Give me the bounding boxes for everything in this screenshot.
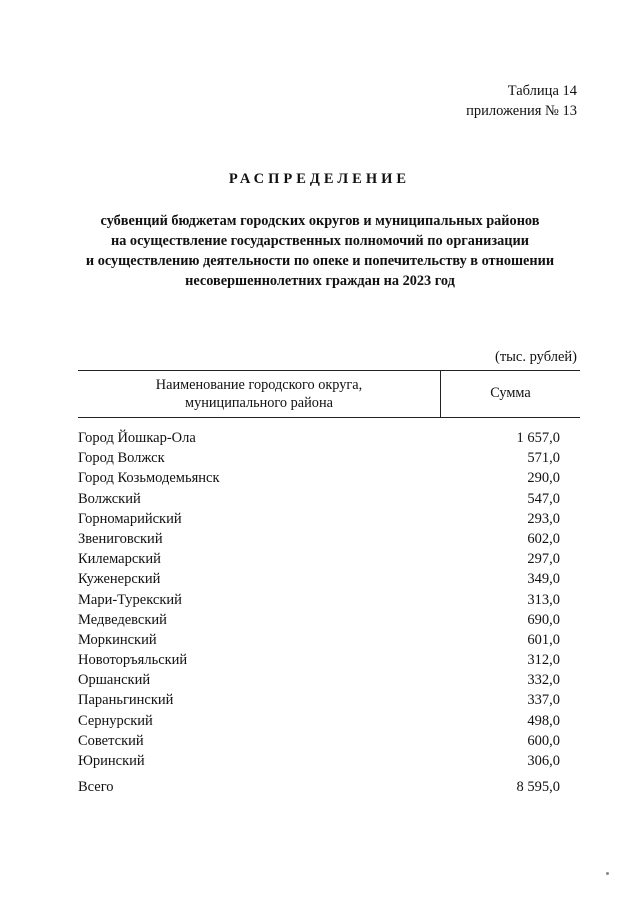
row-name: Советский <box>78 732 144 749</box>
row-value: 290,0 <box>527 470 560 487</box>
row-value: 601,0 <box>527 631 560 648</box>
column-header-name <box>78 376 440 412</box>
subtitle-line: и осуществлению деятельности по опеке и попечительству в отношении <box>85 253 555 269</box>
table-row <box>78 569 560 589</box>
row-value: 571,0 <box>527 450 560 467</box>
row-value: 547,0 <box>527 490 560 507</box>
row-name: Параньгинский <box>78 692 174 709</box>
row-name: Горномарийский <box>78 510 182 527</box>
row-name: Сернурский <box>78 712 153 729</box>
row-name: Город Козьмодемьянск <box>78 470 220 487</box>
table-number-label: Таблица 14 <box>507 83 577 99</box>
row-value: 297,0 <box>527 551 560 568</box>
row-value: 498,0 <box>527 712 560 729</box>
table-row <box>78 610 560 630</box>
subtitle-line: субвенций бюджетам городских округов и муниципальных районов <box>100 213 540 229</box>
total-value: 8 595,0 <box>516 779 560 795</box>
table-row <box>78 650 560 670</box>
table-row <box>78 731 560 751</box>
table-row <box>78 590 560 610</box>
row-value: 1 657,0 <box>516 430 560 446</box>
row-name: Медведевский <box>78 611 167 628</box>
row-value: 600,0 <box>527 732 560 749</box>
table-row <box>78 549 560 569</box>
total-row <box>78 779 560 796</box>
row-value: 349,0 <box>527 571 560 588</box>
row-name: Мари-Турекский <box>78 591 182 608</box>
row-name: Город Йошкар-Ола <box>78 430 196 446</box>
row-name: Волжский <box>78 490 141 507</box>
row-name: Моркинский <box>78 631 157 648</box>
table-row <box>78 529 560 549</box>
table-row <box>78 751 560 771</box>
row-value: 337,0 <box>527 692 560 709</box>
row-value: 306,0 <box>527 753 560 769</box>
subtitle-line: на осуществление государственных полномочий по организации <box>110 233 530 249</box>
table-row <box>78 468 560 488</box>
scan-mark <box>606 872 609 875</box>
row-name: Новоторъяльский <box>78 652 188 669</box>
subtitle-line: несовершеннолетних граждан на 2023 год <box>185 273 455 289</box>
table-row <box>78 670 560 690</box>
total-label: Всего <box>78 779 114 795</box>
document-subtitle <box>60 211 580 291</box>
table-row <box>78 489 560 509</box>
row-name: Звениговский <box>78 530 163 547</box>
table-row <box>78 509 560 529</box>
column-header-sum: Сумма <box>490 385 531 401</box>
table-row <box>78 428 560 448</box>
units-label: (тыс. рублей) <box>495 349 577 365</box>
table-row <box>78 630 560 650</box>
row-value: 690,0 <box>527 611 560 628</box>
row-value: 312,0 <box>527 652 560 669</box>
row-value: 313,0 <box>527 591 560 608</box>
table-body <box>78 428 560 771</box>
annex-label: приложения № 13 <box>466 103 577 119</box>
row-value: 602,0 <box>527 530 560 547</box>
table-row <box>78 711 560 731</box>
row-value: 332,0 <box>527 672 560 689</box>
row-name: Юринский <box>78 753 145 769</box>
table-header <box>78 370 580 418</box>
row-name: Город Волжск <box>78 450 165 467</box>
row-name: Килемарский <box>78 551 161 568</box>
column-header-name-line: Наименование городского округа, <box>155 377 363 393</box>
row-name: Куженерский <box>78 571 161 588</box>
row-value: 293,0 <box>527 510 560 527</box>
table-row <box>78 448 560 468</box>
row-name: Оршанский <box>78 672 151 689</box>
table-row <box>78 690 560 710</box>
document-title: РАСПРЕДЕЛЕНИЕ <box>228 171 411 187</box>
column-header-name-line: муниципального района <box>185 395 333 411</box>
